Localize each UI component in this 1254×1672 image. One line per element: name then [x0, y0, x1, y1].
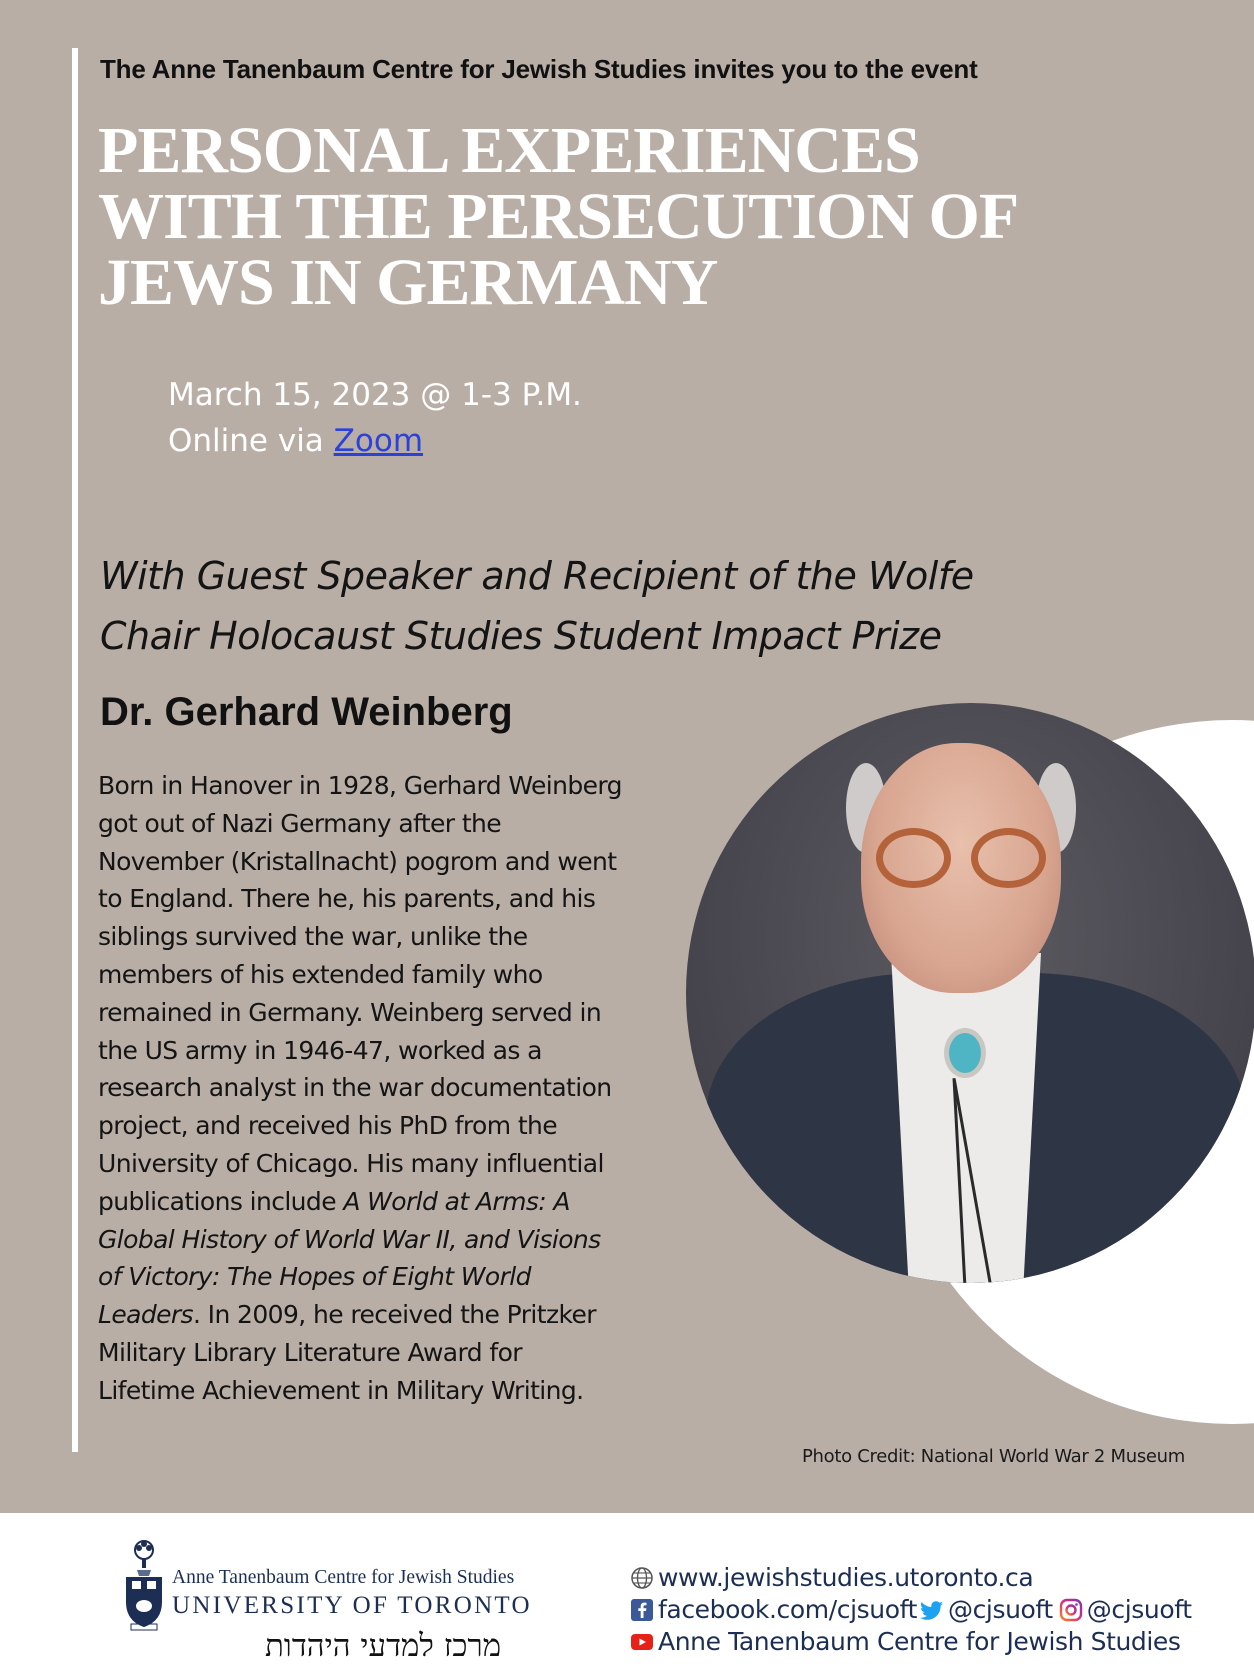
bio-line: got out of Nazi Germany after the	[98, 808, 502, 838]
bio-line: Born in Hanover in 1928, Gerhard Weinberg	[98, 771, 622, 800]
event-location	[168, 418, 582, 464]
bio-line: research analyst in the war documentation	[98, 1073, 612, 1103]
event-title	[98, 114, 1198, 319]
university-name: UNIVERSITY OF TORONTO	[172, 1592, 532, 1619]
bio-line: siblings survived the war, unlike the	[98, 922, 528, 952]
social-row	[630, 1594, 1192, 1626]
photo-glasses	[971, 828, 1046, 888]
bio-line: November (Kristallnacht) pogrom and went	[98, 846, 617, 876]
bio-line: University of Chicago. His many influential	[98, 1148, 604, 1178]
bio-line: Leaders. In 2009, he received the Pritzker	[98, 1300, 596, 1330]
photo-shirt	[891, 953, 1041, 1283]
bio-line: members of his extended family who	[98, 959, 543, 989]
bio-line: remained in Germany. Weinberg served in	[98, 997, 602, 1027]
bio-line	[98, 1258, 678, 1296]
title-line: JEWS IN GERMANY	[98, 246, 718, 319]
photo-glasses	[876, 828, 951, 888]
book-title: Leaders	[98, 1300, 193, 1330]
photo-bolo-tie	[944, 1028, 986, 1078]
speaker-name: Dr. Gerhard Weinberg	[100, 690, 513, 734]
book-title: of Victory: The Hopes of Eight World	[98, 1262, 531, 1292]
speaker-subtitle	[100, 546, 1220, 666]
youtube-row	[630, 1626, 1192, 1658]
event-date-time: March 15, 2023 @ 1-3 P.M.	[168, 377, 582, 413]
youtube-icon	[630, 1630, 654, 1654]
bio-line	[98, 1221, 678, 1259]
bio-line: Military Library Literature Award for	[98, 1337, 522, 1367]
instagram-link[interactable]: @cjsuoft	[1086, 1595, 1192, 1624]
title-line: WITH THE PERSECUTION OF	[98, 180, 1019, 253]
location-prefix: Online via	[168, 423, 334, 459]
bio-line: publications include A World at Arms: A	[98, 1186, 570, 1216]
vertical-divider	[72, 48, 78, 1452]
website-row	[630, 1562, 1192, 1594]
contact-links	[630, 1562, 1192, 1658]
book-title: A World at Arms: A	[343, 1186, 570, 1216]
bio-line: the US army in 1946-47, worked as a	[98, 1035, 542, 1065]
twitter-icon	[920, 1598, 944, 1622]
invite-line: The Anne Tanenbaum Centre for Jewish Studies invites you to the event	[100, 54, 978, 84]
subtitle-line: With Guest Speaker and Recipient of the Wolfe	[100, 554, 974, 598]
facebook-icon	[630, 1598, 654, 1622]
globe-icon	[630, 1566, 654, 1590]
youtube-link[interactable]: Anne Tanenbaum Centre for Jewish Studies	[658, 1627, 1181, 1656]
university-crest-icon	[125, 1540, 163, 1632]
instagram-icon	[1059, 1598, 1083, 1622]
centre-name: Anne Tanenbaum Centre for Jewish Studies	[172, 1567, 515, 1588]
twitter-link[interactable]: @cjsuoft	[947, 1595, 1053, 1624]
subtitle-line: Chair Holocaust Studies Student Impact Prize	[100, 614, 942, 658]
zoom-link[interactable]: Zoom	[333, 423, 424, 459]
book-title: Global History of World War II, and Visions	[98, 1224, 601, 1254]
bio-line: project, and received his PhD from the	[98, 1111, 558, 1141]
bio-line: Lifetime Achievement in Military Writing.	[98, 1375, 584, 1405]
event-details	[168, 372, 582, 464]
photo-credit: Photo Credit: National World War 2 Museum	[802, 1446, 1186, 1467]
website-link[interactable]: www.jewishstudies.utoronto.ca	[658, 1563, 1034, 1592]
hebrew-centre-name: מרכז למדעי היהדות	[265, 1628, 502, 1664]
facebook-link[interactable]: facebook.com/cjsuoft	[658, 1595, 917, 1624]
bio-line: to England. There he, his parents, and his	[98, 884, 596, 914]
title-line: PERSONAL EXPERIENCES	[98, 114, 920, 187]
speaker-bio	[98, 767, 678, 1410]
speaker-photo	[686, 703, 1254, 1283]
